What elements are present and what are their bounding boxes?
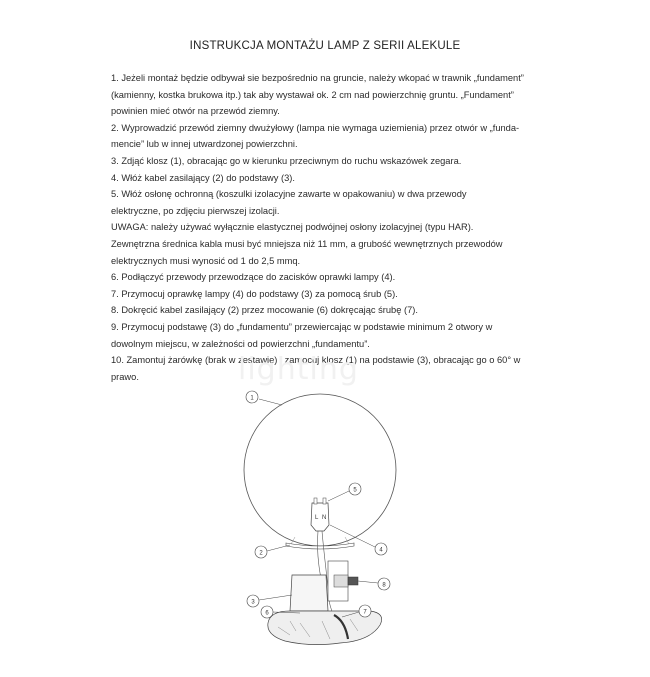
clamp-screw (348, 577, 358, 585)
callout-label: 8 (382, 582, 386, 589)
instruction-line: dowolnym miejscu, w zależności od powierzchni „fundamentu”. (111, 338, 370, 349)
mounting-plate (286, 543, 354, 549)
instruction-line: prawo. (111, 371, 139, 382)
document-title: INSTRUKCJA MONTAŻU LAMP Z SERII ALEKULE (189, 40, 461, 52)
callout-label: 5 (353, 487, 357, 494)
instruction-line: 6. Podłączyć przewody przewodzące do zacisków oprawki lampy (4). (111, 272, 396, 283)
cable-clamp (334, 575, 348, 587)
instruction-line: 7. Przymocuj oprawkę lampy (4) do podstawy (3) za pomocą śrub (5). (111, 288, 398, 299)
screw (314, 498, 317, 504)
callout-leader (358, 581, 378, 583)
instruction-line: 1. Jeżeli montaż będzie odbywał sie bezpośrednio na gruncie, należy wkopać w trawnik „fundament” (111, 73, 524, 83)
callout-label: 7 (363, 609, 367, 616)
callout-label: 3 (251, 599, 255, 606)
instruction-line: 4. Włóż kabel zasilający (2) do podstawy (3). (111, 172, 295, 183)
assembly-diagram (230, 385, 430, 665)
callout-leader (259, 595, 292, 600)
instruction-line: 5. Włóż osłonę ochronną (koszulki izolacyjne zawarte w opakowaniu) w dwa przewody (111, 189, 467, 200)
instruction-line: mencie” lub w innej utwardzonej powierzchni. (111, 139, 298, 150)
instruction-line: elektryczne, po zdjęciu pierwszej izolacji. (111, 205, 280, 216)
callout-label: 1 (250, 395, 254, 402)
instruction-list (111, 70, 551, 385)
instruction-line: 3. Zdjąć klosz (1), obracając go w kierunku przeciwnym do ruchu wskazówek zegara. (111, 155, 462, 166)
instruction-line: Zewnętrzna średnica kabla musi być mniejsza niż 11 mm, a grubość wewnętrznych przewodów (111, 238, 503, 249)
instruction-line: 2. Wyprowadzić przewód ziemny dwużyłowy (lampa nie wymaga uziemienia) przez otwór w „funda- (111, 122, 520, 133)
callout-label: 6 (265, 610, 269, 617)
instruction-line: 9. Przymocuj podstawę (3) do „fundamentu” przewiercając w podstawie minimum 2 otwory w (111, 321, 493, 332)
instruction-line: 10. Zamontuj żarówkę (brak w zestawie) i zamocuj klosz (1) na podstawie (3), obracając go o 60° w (111, 355, 521, 366)
callout-leader (328, 491, 349, 501)
callout-leader (259, 399, 282, 405)
terminal-label-l: L (315, 515, 319, 521)
instruction-line: elektrycznych musi wynosić od 1 do 2,5 mmq. (111, 255, 301, 266)
instruction-line: UWAGA: należy używać wyłącznie elastycznej podwójnej osłony izolacyjnej (typu HAR). (111, 222, 474, 233)
callout-label: 2 (259, 550, 263, 557)
lamp-base (290, 575, 328, 611)
callout-leader (267, 545, 290, 551)
watermark-logo: lighting (238, 352, 359, 387)
instruction-line: powinien mieć otwór na przewód ziemny. (111, 106, 280, 117)
terminal-label-n: N (322, 515, 327, 521)
instruction-line: (kamienny, kostka brukowa itp.) tak aby wystawał ok. 2 cm nad powierzchnię gruntu. „Fundament” (111, 89, 514, 100)
instruction-line: 8. Dokręcić kabel zasilający (2) przez mocowanie (6) dokręcając śrubę (7). (111, 305, 418, 316)
screw (323, 498, 326, 504)
callout-label: 4 (379, 547, 383, 554)
